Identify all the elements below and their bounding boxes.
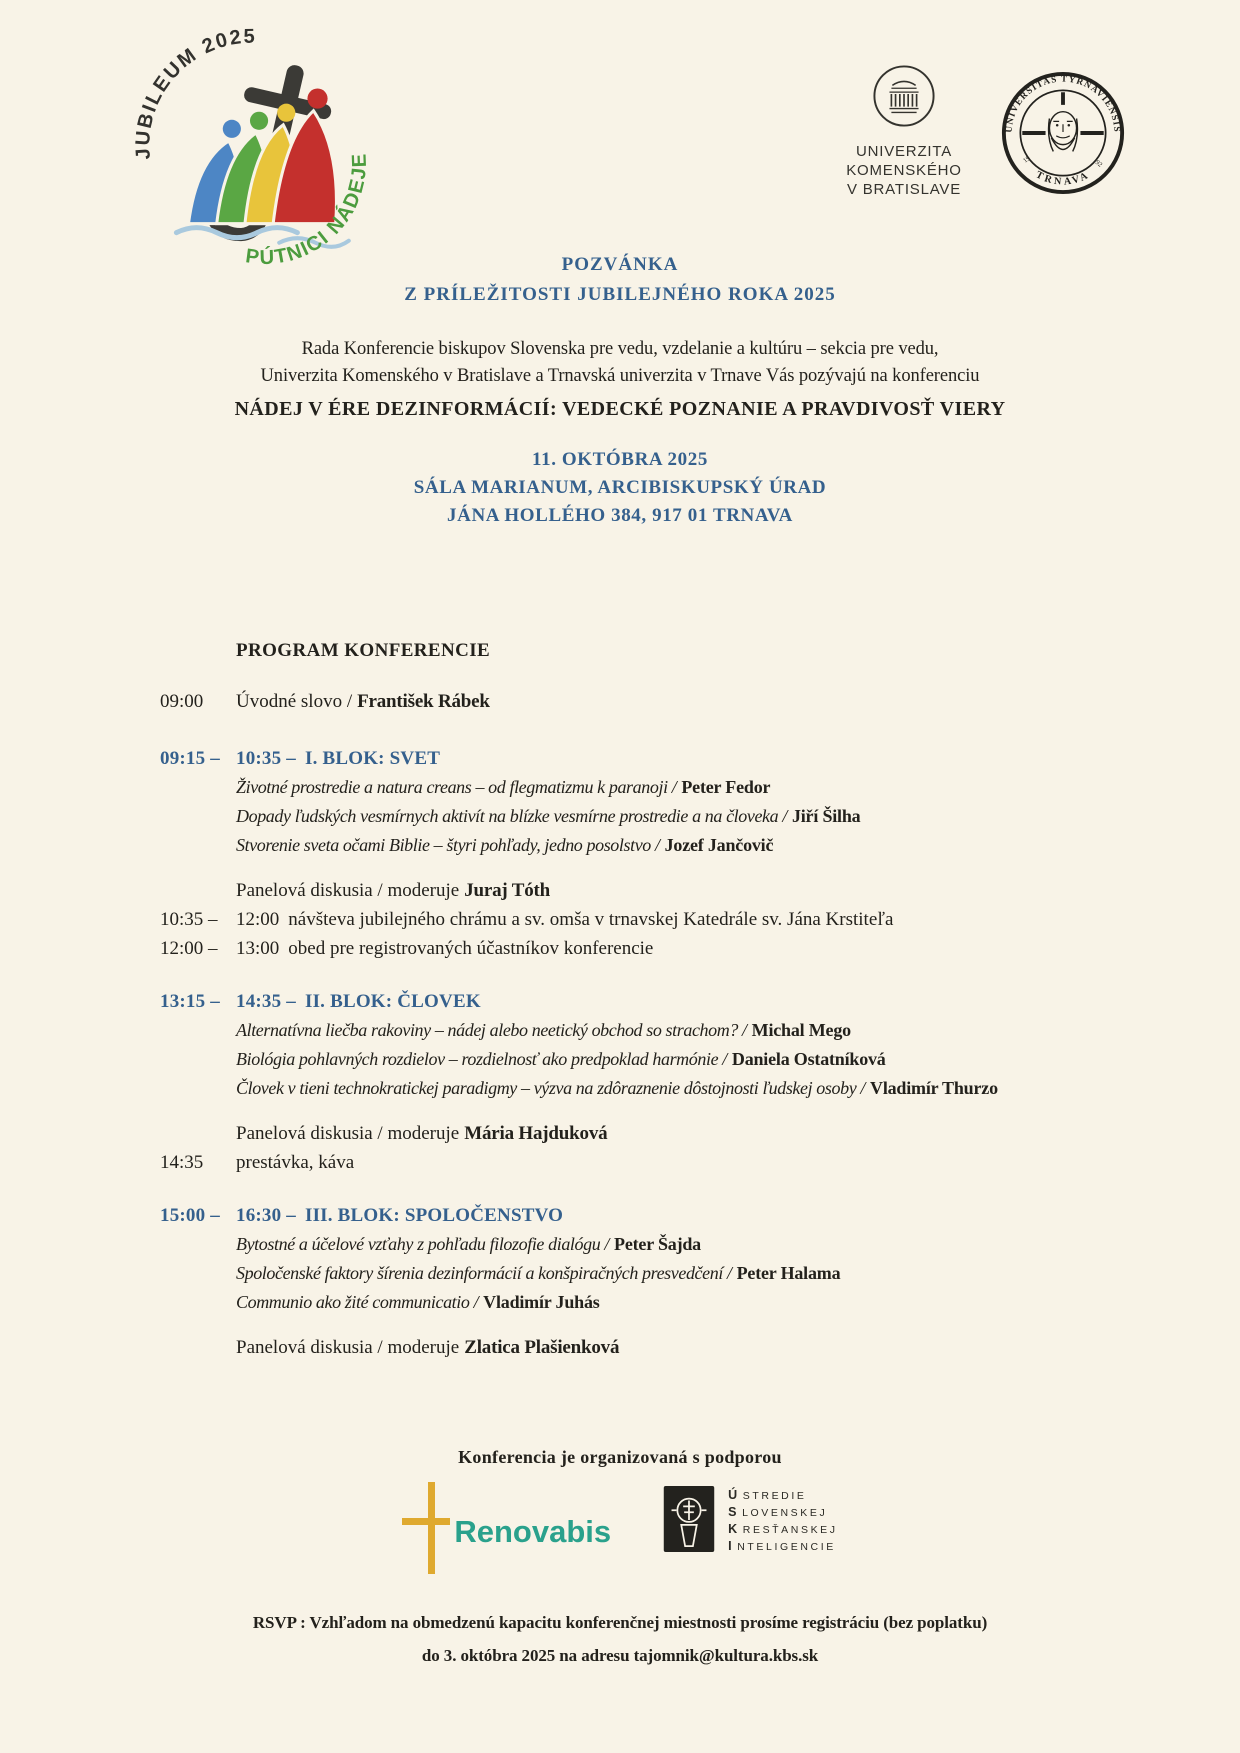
jubilee-arc-side-label: PÚTNICI NÁDEJE — [244, 151, 372, 270]
talk-row — [160, 773, 1180, 802]
speaker-name: Michal Mego — [751, 1020, 851, 1040]
time-cell: 13:15 – — [160, 991, 220, 1012]
block-3-header — [160, 1201, 1180, 1230]
uski-line: K RESŤANSKEJ — [728, 1522, 838, 1536]
speaker-name: Peter Fedor — [681, 777, 771, 797]
talk-title: Človek v tieni technokratickej paradigmy – výzva na zdôraznenie dôstojnosti ľudskej osoby / — [236, 1078, 866, 1098]
talk-title: Alternatívna liečba rakoviny – nádej alebo neetický obchod so strachom? / — [236, 1020, 747, 1040]
block-title: 16:30 – III. BLOK: SPOLOČENSTVO — [236, 1205, 564, 1226]
panel-row — [160, 1119, 1180, 1148]
moderator-name: Juraj Tóth — [464, 880, 551, 901]
intro-line-2: Univerzita Komenského v Bratislave a Trnavská univerzita v Trnave Vás pozývajú na konferenciu — [260, 366, 980, 386]
schedule-row-interlude — [160, 1148, 1180, 1177]
uski-emblem-icon — [663, 1486, 715, 1552]
speaker-name: Peter Halama — [736, 1263, 841, 1283]
block-1-header — [160, 744, 1180, 773]
time-cell: 14:35 — [160, 1152, 204, 1173]
comenius-name-line: V BRATISLAVE — [846, 181, 962, 198]
uski-name-lines — [728, 1487, 838, 1555]
comenius-name-line: KOMENSKÉHO — [846, 162, 962, 179]
uski-line: I NTELIGENCIE — [728, 1539, 836, 1553]
block-title: 14:35 – II. BLOK: ČLOVEK — [236, 991, 481, 1012]
talk-row — [160, 1016, 1180, 1045]
talk-title: Spoločenské faktory šírenia dezinformácií a konšpiračných presvedčení / — [236, 1263, 732, 1283]
speaker-name: Jozef Jančovič — [664, 835, 774, 855]
block-2-header — [160, 987, 1180, 1016]
talk-row — [160, 1259, 1180, 1288]
christ-face-icon — [1049, 112, 1078, 152]
panel-row — [160, 1333, 1180, 1362]
talk-title: Biológia pohlavných rozdielov – rozdielnosť ako predpoklad harmónie / — [236, 1049, 727, 1069]
renovabis-wordmark: Renovabis — [454, 1514, 612, 1549]
time-cell: 09:15 – — [160, 748, 220, 769]
panel-label: Panelová diskusia / moderuje — [236, 880, 460, 901]
comenius-university-logo — [818, 64, 990, 199]
moderator-name: Mária Hajduková — [464, 1123, 608, 1144]
talk-row — [160, 831, 1180, 860]
venue-line-1: SÁLA MARIANUM, ARCIBISKUPSKÝ ÚRAD — [413, 477, 827, 498]
speaker-name: Vladimír Juhás — [483, 1292, 600, 1312]
conference-title: NÁDEJ V ÉRE DEZINFORMÁCIÍ: VEDECKÉ POZNANIE A PRAVDIVOSŤ VIERY — [234, 398, 1006, 420]
moderator-name: Zlatica Plašienková — [464, 1337, 620, 1358]
renovabis-cross-icon — [402, 1482, 462, 1574]
speaker-name: František Rábek — [357, 691, 490, 712]
trnava-seal-arc-label: UNIVERSITAS TYRNAVIENSIS — [1003, 73, 1123, 133]
opening-label: Úvodné slovo / — [236, 691, 353, 712]
opening-text — [236, 687, 490, 716]
intro-text — [0, 336, 1240, 390]
interlude-text: obed pre registrovaných účastníkov konferencie — [288, 938, 654, 959]
talk-row — [160, 1230, 1180, 1259]
speaker-name: Vladimír Thurzo — [870, 1078, 998, 1098]
svg-text:JUBILEUM 2025 — [132, 28, 257, 160]
time-cell: 12:00 – — [160, 938, 218, 959]
time-cell: 10:35 – — [160, 909, 218, 930]
rsvp-block — [0, 1606, 1240, 1672]
talk-title: Bytostné a účelové vzťahy z pohľadu filozofie dialógu / — [236, 1234, 610, 1254]
talk-row — [160, 1288, 1180, 1317]
time-cell: 09:00 — [160, 691, 204, 712]
schedule-row-opening — [160, 687, 1180, 716]
venue-line-2: JÁNA HOLLÉHO 384, 917 01 TRNAVA — [447, 505, 793, 526]
rsvp-line-1: RSVP : Vzhľadom na obmedzenú kapacitu konferenčnej miestnosti prosíme registráciu (bez poplatku) — [252, 1613, 988, 1632]
conference-date: 11. OKTÓBRA 2025 — [532, 449, 708, 470]
comenius-university-name — [818, 142, 990, 199]
uski-logo — [663, 1486, 838, 1555]
seal-year-left: 19 — [1022, 154, 1032, 165]
jubilee-arc-top-label: JUBILEUM 2025 — [132, 28, 258, 161]
talk-title: Dopady ľudských vesmírnych aktivít na blízke vesmírne prostredie a na človeka / — [236, 806, 787, 826]
svg-text:TRNAVA — [1034, 169, 1092, 187]
speaker-name: Daniela Ostatníková — [731, 1049, 886, 1069]
speaker-name: Jiří Šilha — [791, 806, 861, 826]
trnava-university-seal — [1000, 70, 1126, 196]
trnava-seal-bottom-label: TRNAVA — [1033, 169, 1093, 188]
rsvp-line-2: do 3. októbra 2025 na adresu tajomnik@kultura.kbs.sk — [421, 1646, 819, 1665]
interlude-text: prestávka, káva — [236, 1152, 355, 1173]
schedule-row-interlude: 12:00 – 13:00 obed pre registrovaných účastníkov konferencie — [160, 934, 1180, 963]
seal-year-right: 92 — [1093, 159, 1104, 169]
date-venue-block — [0, 446, 1240, 530]
panel-row — [160, 876, 1180, 905]
trnava-seal-icon — [1000, 70, 1126, 196]
block-title: 10:35 – I. BLOK: SVET — [236, 748, 441, 769]
jubilee-logo-icon — [126, 28, 378, 270]
program-section — [160, 636, 1180, 1362]
uski-line: Ú STREDIE — [728, 1488, 807, 1502]
renovabis-logo — [402, 1482, 611, 1574]
program-heading: PROGRAM KONFERENCIE — [236, 640, 491, 661]
support-text: Konferencia je organizovaná s podporou — [458, 1447, 782, 1467]
talk-title: Životné prostredie a natura creans – od flegmatizmu k paranoji / — [236, 777, 677, 797]
invitation-subtitle: Z PRÍLEŽITOSTI JUBILEJNÉHO ROKA 2025 — [404, 284, 836, 305]
talk-title: Stvorenie sveta očami Biblie – štyri pohľady, jedno posolstvo / — [236, 835, 660, 855]
talk-row — [160, 1074, 1180, 1103]
talk-row — [160, 802, 1180, 831]
sponsor-logos — [0, 1482, 1240, 1574]
interlude-text: návšteva jubilejného chrámu a sv. omša v trnavskej Katedrále sv. Jána Krstiteľa — [288, 909, 894, 930]
invitation-title: POZVÁNKA — [561, 254, 679, 275]
panel-label: Panelová diskusia / moderuje — [236, 1337, 460, 1358]
university-building-icon — [872, 64, 936, 128]
talk-row — [160, 1045, 1180, 1074]
time-cell: 15:00 – — [160, 1205, 220, 1226]
talk-title: Communio ako žité communicatio / — [236, 1292, 479, 1312]
uski-line: S LOVENSKEJ — [728, 1505, 828, 1519]
speaker-name: Peter Šajda — [614, 1234, 701, 1254]
panel-label: Panelová diskusia / moderuje — [236, 1123, 460, 1144]
schedule-row-interlude: 10:35 – 12:00 návšteva jubilejného chrámu a sv. omša v trnavskej Katedrále sv. Jána Krstiteľa — [160, 905, 1180, 934]
invitation-title-block — [0, 250, 1240, 310]
comenius-name-line: UNIVERZITA — [855, 143, 953, 160]
intro-line-1: Rada Konferencie biskupov Slovenska pre vedu, vzdelanie a kultúru – sekcia pre vedu, — [301, 339, 939, 359]
jubilee-2025-logo — [126, 28, 378, 270]
